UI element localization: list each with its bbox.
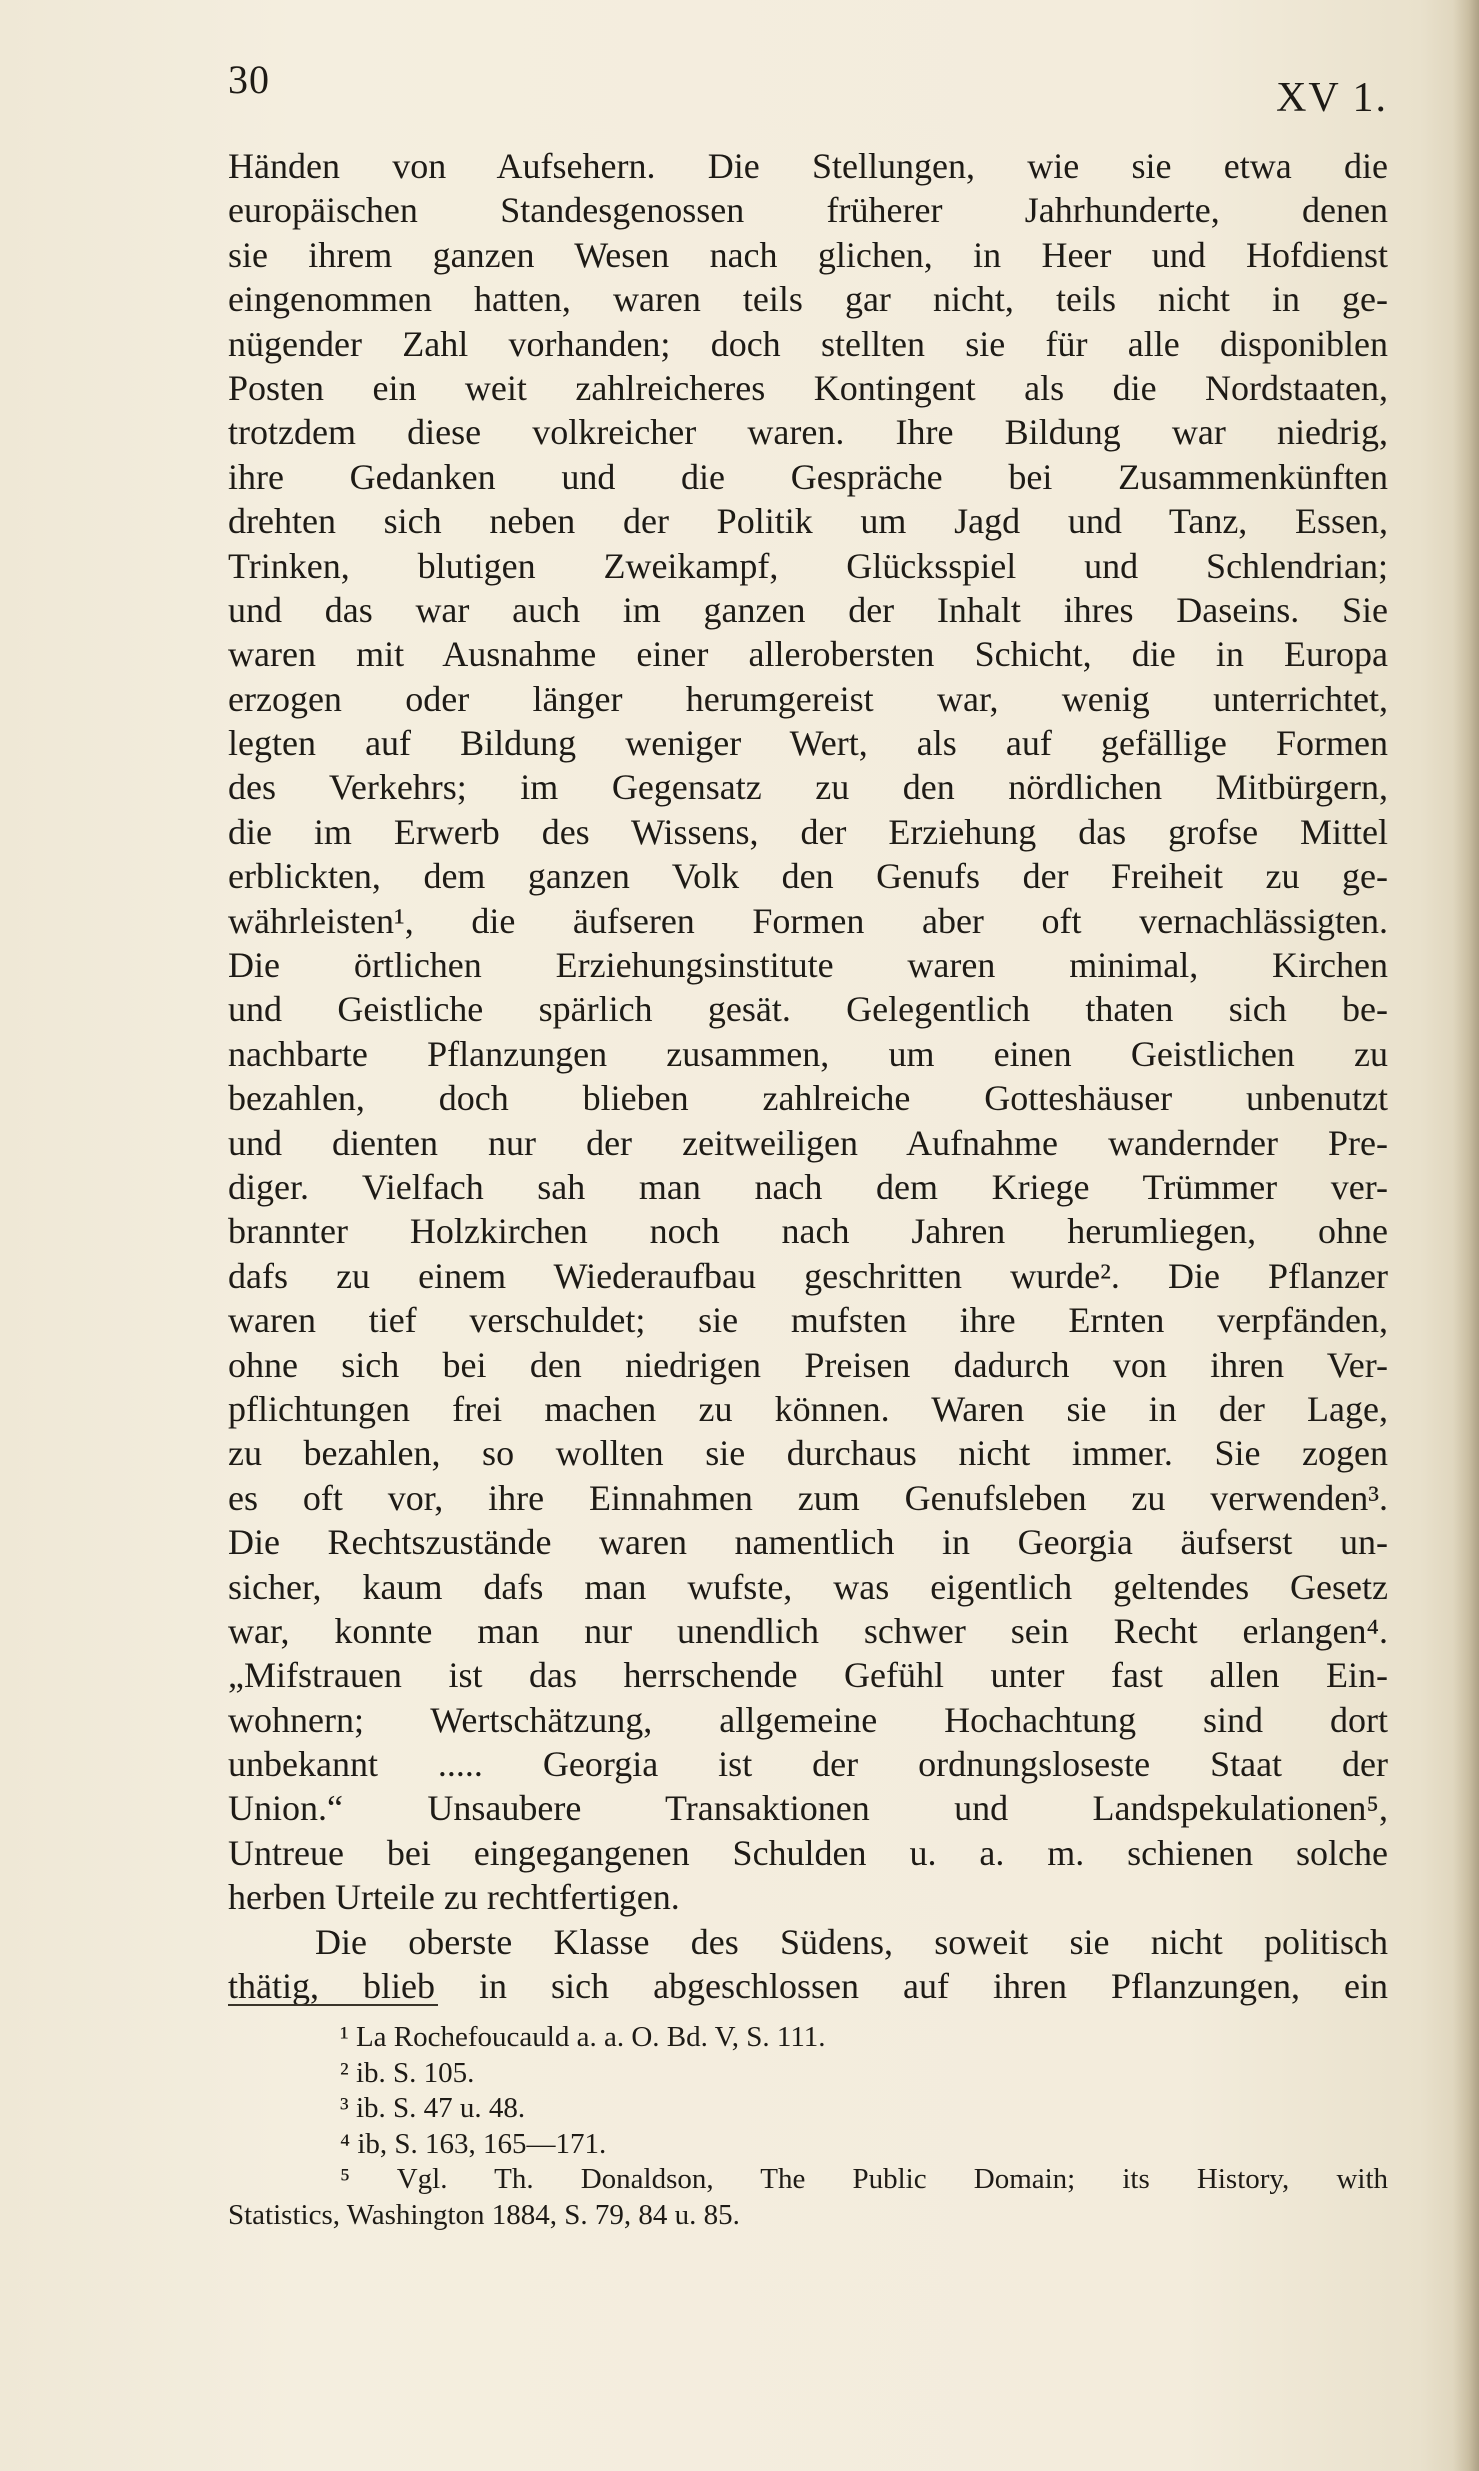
footnote-3: ³ ib. S. 47 u. 48. <box>340 2092 526 2124</box>
main-text-block <box>228 144 1388 2008</box>
footnotes-block <box>228 2020 1388 2233</box>
text-line: bezahlen, doch blieben zahlreiche Gotteshäuser unbenutzt <box>228 1078 1388 1119</box>
footnote-2: ² ib. S. 105. <box>340 2056 475 2089</box>
text-line: Die örtlichen Erziehungsinstitute waren minimal, Kirchen <box>228 945 1388 986</box>
text-line: thätig, blieb in sich abgeschlossen auf ihren Pflanzungen, ein <box>228 1966 1388 2007</box>
text-line: „Mifstrauen ist das herrschende Gefühl unter fast allen Ein- <box>228 1655 1388 1696</box>
page-number: 30 <box>228 57 270 102</box>
text-line: die im Erwerb des Wissens, der Erziehung das grofse Mittel <box>228 811 1388 852</box>
text-line: Posten ein weit zahlreicheres Kontingent als die Nordstaaten, <box>228 367 1388 408</box>
running-header <box>228 56 1388 121</box>
text-line: sie ihrem ganzen Wesen nach glichen, in Heer und Hofdienst <box>228 234 1388 275</box>
footnote-4: ⁴ ib, S. 163, 165—171. <box>340 2127 607 2160</box>
text-line: legten auf Bildung weniger Wert, als auf gefällige Formen <box>228 723 1388 764</box>
text-line: trotzdem diese volkreicher waren. Ihre Bildung war niedrig, <box>228 412 1388 453</box>
text-line: waren mit Ausnahme einer allerobersten Schicht, die in Europa <box>228 634 1388 675</box>
page-edge-shadow <box>1453 0 1479 2471</box>
paragraph-start-line: Die oberste Klasse des Südens, soweit sie nicht politisch <box>315 1921 1388 1962</box>
text-line: dafs zu einem Wiederaufbau geschritten wurde². Die Pflanzer <box>228 1255 1388 1296</box>
text-line: und das war auch im ganzen der Inhalt ihres Daseins. Sie <box>228 589 1388 630</box>
text-line: erblickten, dem ganzen Volk den Genufs der Freiheit zu ge- <box>228 856 1388 897</box>
text-line: Untreue bei eingegangenen Schulden u. a. m. schienen solche <box>228 1832 1388 1873</box>
text-line: und dienten nur der zeitweiligen Aufnahme wandernder Pre- <box>228 1122 1388 1163</box>
paragraph-end-line: herben Urteile zu rechtfertigen. <box>228 1877 680 1918</box>
text-line: es oft vor, ihre Einnahmen zum Genufsleben zu verwenden³. <box>228 1477 1388 1518</box>
text-line: erzogen oder länger herumgereist war, wenig unterrichtet, <box>228 678 1388 719</box>
text-line: waren tief verschuldet; sie mufsten ihre Ernten verpfänden, <box>228 1300 1388 1341</box>
text-line: Händen von Aufsehern. Die Stellungen, wie sie etwa die <box>228 146 1388 186</box>
text-line: nügender Zahl vorhanden; doch stellten sie für alle disponiblen <box>228 323 1388 364</box>
text-line: pflichtungen frei machen zu können. Waren sie in der Lage, <box>228 1388 1388 1429</box>
text-line: war, konnte man nur unendlich schwer sein Recht erlangen⁴. <box>228 1610 1388 1651</box>
text-line: ihre Gedanken und die Gespräche bei Zusammenkünften <box>228 456 1388 497</box>
text-line: drehten sich neben der Politik um Jagd und Tanz, Essen, <box>228 501 1388 542</box>
footnote-separator <box>228 2004 438 2006</box>
footnote-5: ⁵ Vgl. Th. Donaldson, The Public Domain; its History, with <box>340 2163 1388 2195</box>
text-line: diger. Vielfach sah man nach dem Kriege Trümmer ver- <box>228 1166 1388 1207</box>
text-line: sicher, kaum dafs man wufste, was eigentlich geltendes Gesetz <box>228 1566 1388 1607</box>
text-line: brannter Holzkirchen noch nach Jahren herumliegen, ohne <box>228 1211 1388 1252</box>
text-line: wohnern; Wertschätzung, allgemeine Hochachtung sind dort <box>228 1699 1388 1740</box>
text-line: Union.“ Unsaubere Transaktionen und Landspekulationen⁵, <box>228 1788 1388 1829</box>
text-line: europäischen Standesgenossen früherer Jahrhunderte, denen <box>228 190 1388 231</box>
text-line: unbekannt ..... Georgia ist der ordnungsloseste Staat der <box>228 1744 1388 1785</box>
footnote-1: ¹ La Rochefoucauld a. a. O. Bd. V, S. 111. <box>340 2021 826 2053</box>
text-line: nachbarte Pflanzungen zusammen, um einen Geistlichen zu <box>228 1033 1388 1074</box>
text-line: Trinken, blutigen Zweikampf, Glücksspiel und Schlendrian; <box>228 545 1388 586</box>
text-line: währleisten¹, die äufseren Formen aber oft vernachlässigten. <box>228 900 1388 941</box>
text-line: ohne sich bei den niedrigen Preisen dadurch von ihren Ver- <box>228 1344 1388 1385</box>
text-line: Die Rechtszustände waren namentlich in Georgia äufserst un- <box>228 1522 1388 1563</box>
sheet-signature: XV 1. <box>1276 75 1388 121</box>
text-line: und Geistliche spärlich gesät. Gelegentlich thaten sich be- <box>228 989 1388 1030</box>
footnote-5-continuation: Statistics, Washington 1884, S. 79, 84 u. 85. <box>228 2198 740 2231</box>
text-line: des Verkehrs; im Gegensatz zu den nördlichen Mitbürgern, <box>228 767 1388 808</box>
text-line: zu bezahlen, so wollten sie durchaus nicht immer. Sie zogen <box>228 1433 1388 1474</box>
text-line: eingenommen hatten, waren teils gar nicht, teils nicht in ge- <box>228 279 1388 320</box>
